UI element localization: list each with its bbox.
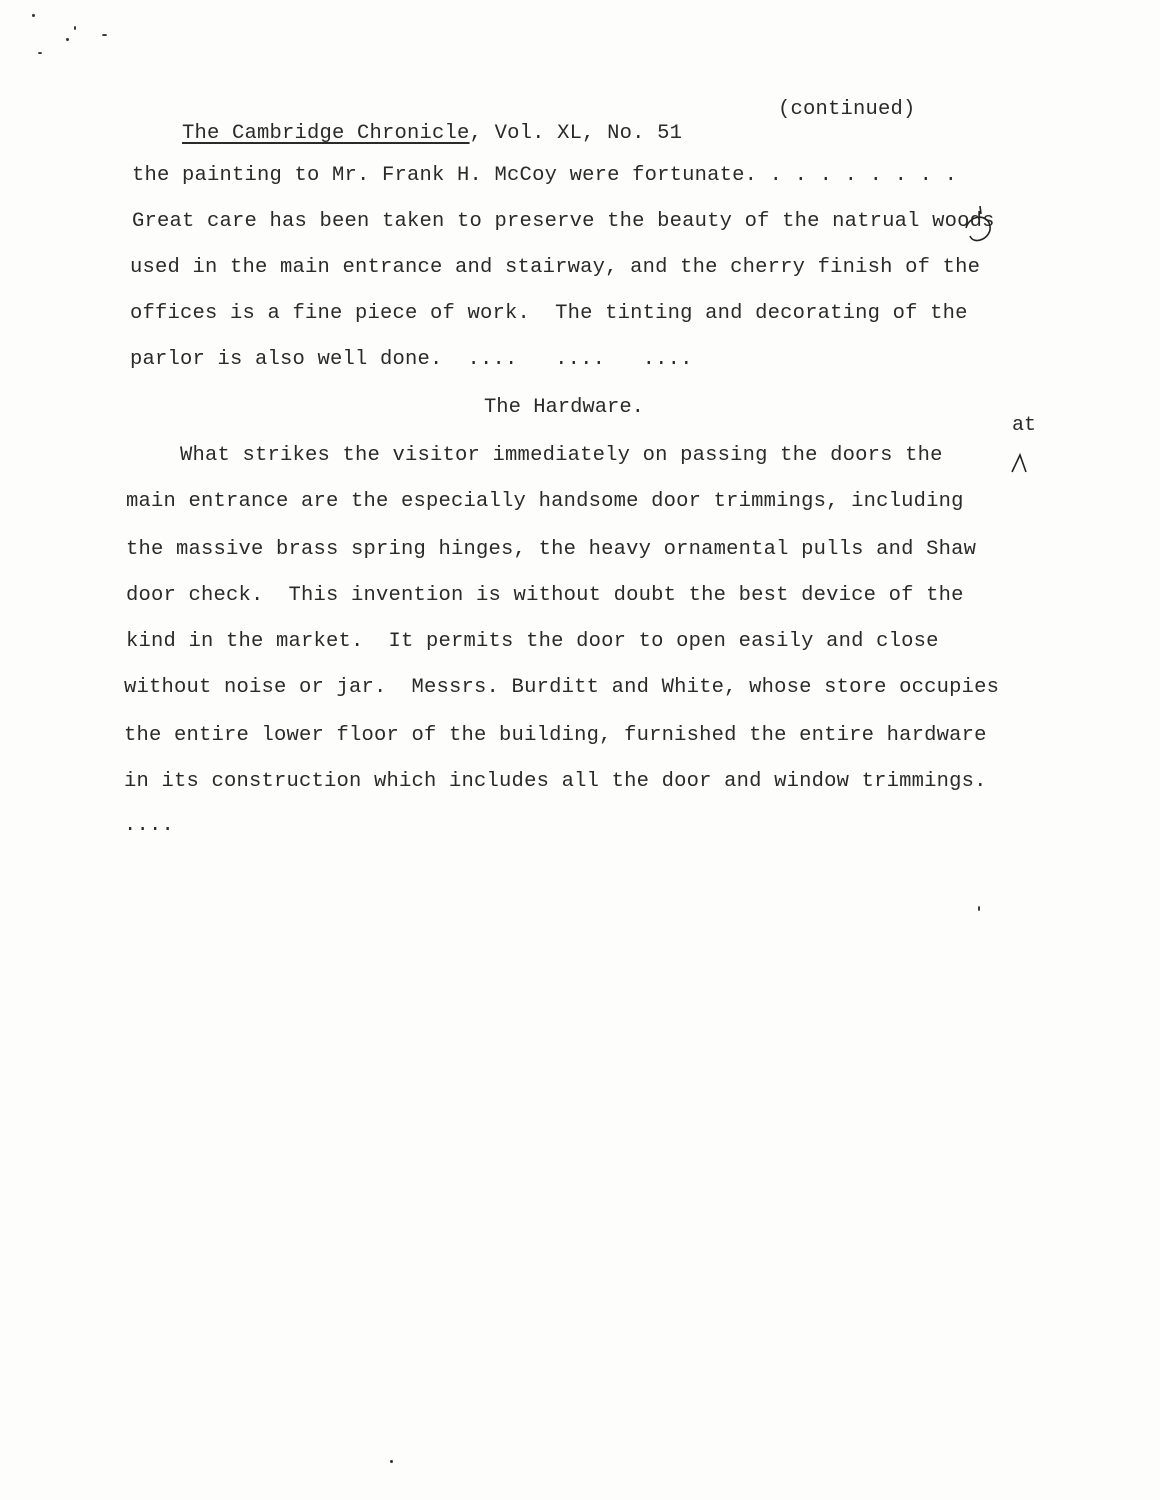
- paragraph-line: without noise or jar. Messrs. Burditt and White, whose store occupies: [124, 676, 1000, 699]
- publication-title: The Cambridge Chronicle: [182, 122, 470, 145]
- paragraph-line: ....: [124, 814, 175, 837]
- handwritten-correction-mark: [960, 202, 1000, 250]
- ink-speck: [32, 14, 35, 17]
- paragraph-line: offices is a fine piece of work. The tinting and decorating of the: [130, 302, 968, 325]
- ink-speck: [102, 34, 107, 36]
- ink-speck: [978, 906, 980, 911]
- ink-speck: [390, 1460, 393, 1463]
- paragraph-line: used in the main entrance and stairway, and the cherry finish of the: [130, 256, 981, 279]
- paragraph-line: main entrance are the especially handsome door trimmings, including: [126, 490, 964, 513]
- paragraph-line: door check. This invention is without doubt the best device of the: [126, 584, 964, 607]
- paragraph-line: the massive brass spring hinges, the heavy ornamental pulls and Shaw: [126, 538, 977, 561]
- paragraph-line: What strikes the visitor immediately on passing the doors the: [130, 444, 943, 467]
- ink-speck: [38, 52, 42, 54]
- paragraph-line: kind in the market. It permits the door to open easily and close: [126, 630, 939, 653]
- paragraph-line: the painting to Mr. Frank H. McCoy were fortunate. . . . . . . . .: [132, 164, 958, 187]
- section-heading: The Hardware.: [484, 396, 644, 419]
- ink-speck: [74, 26, 76, 30]
- ink-speck: [66, 38, 69, 41]
- insertion-text: at: [1012, 414, 1037, 437]
- issue-number: , Vol. XL, No. 51: [469, 122, 683, 145]
- document-header: [132, 98, 682, 170]
- paragraph-line: the entire lower floor of the building, furnished the entire hardware: [124, 724, 987, 747]
- insertion-caret-mark: [1010, 452, 1028, 474]
- continued-label: (continued): [778, 98, 916, 121]
- paragraph-line: Great care has been taken to preserve the beauty of the natrual woods: [132, 210, 995, 233]
- paragraph-line: parlor is also well done. .... .... ....: [130, 348, 693, 371]
- paragraph-line: in its construction which includes all the door and window trimmings.: [124, 770, 987, 793]
